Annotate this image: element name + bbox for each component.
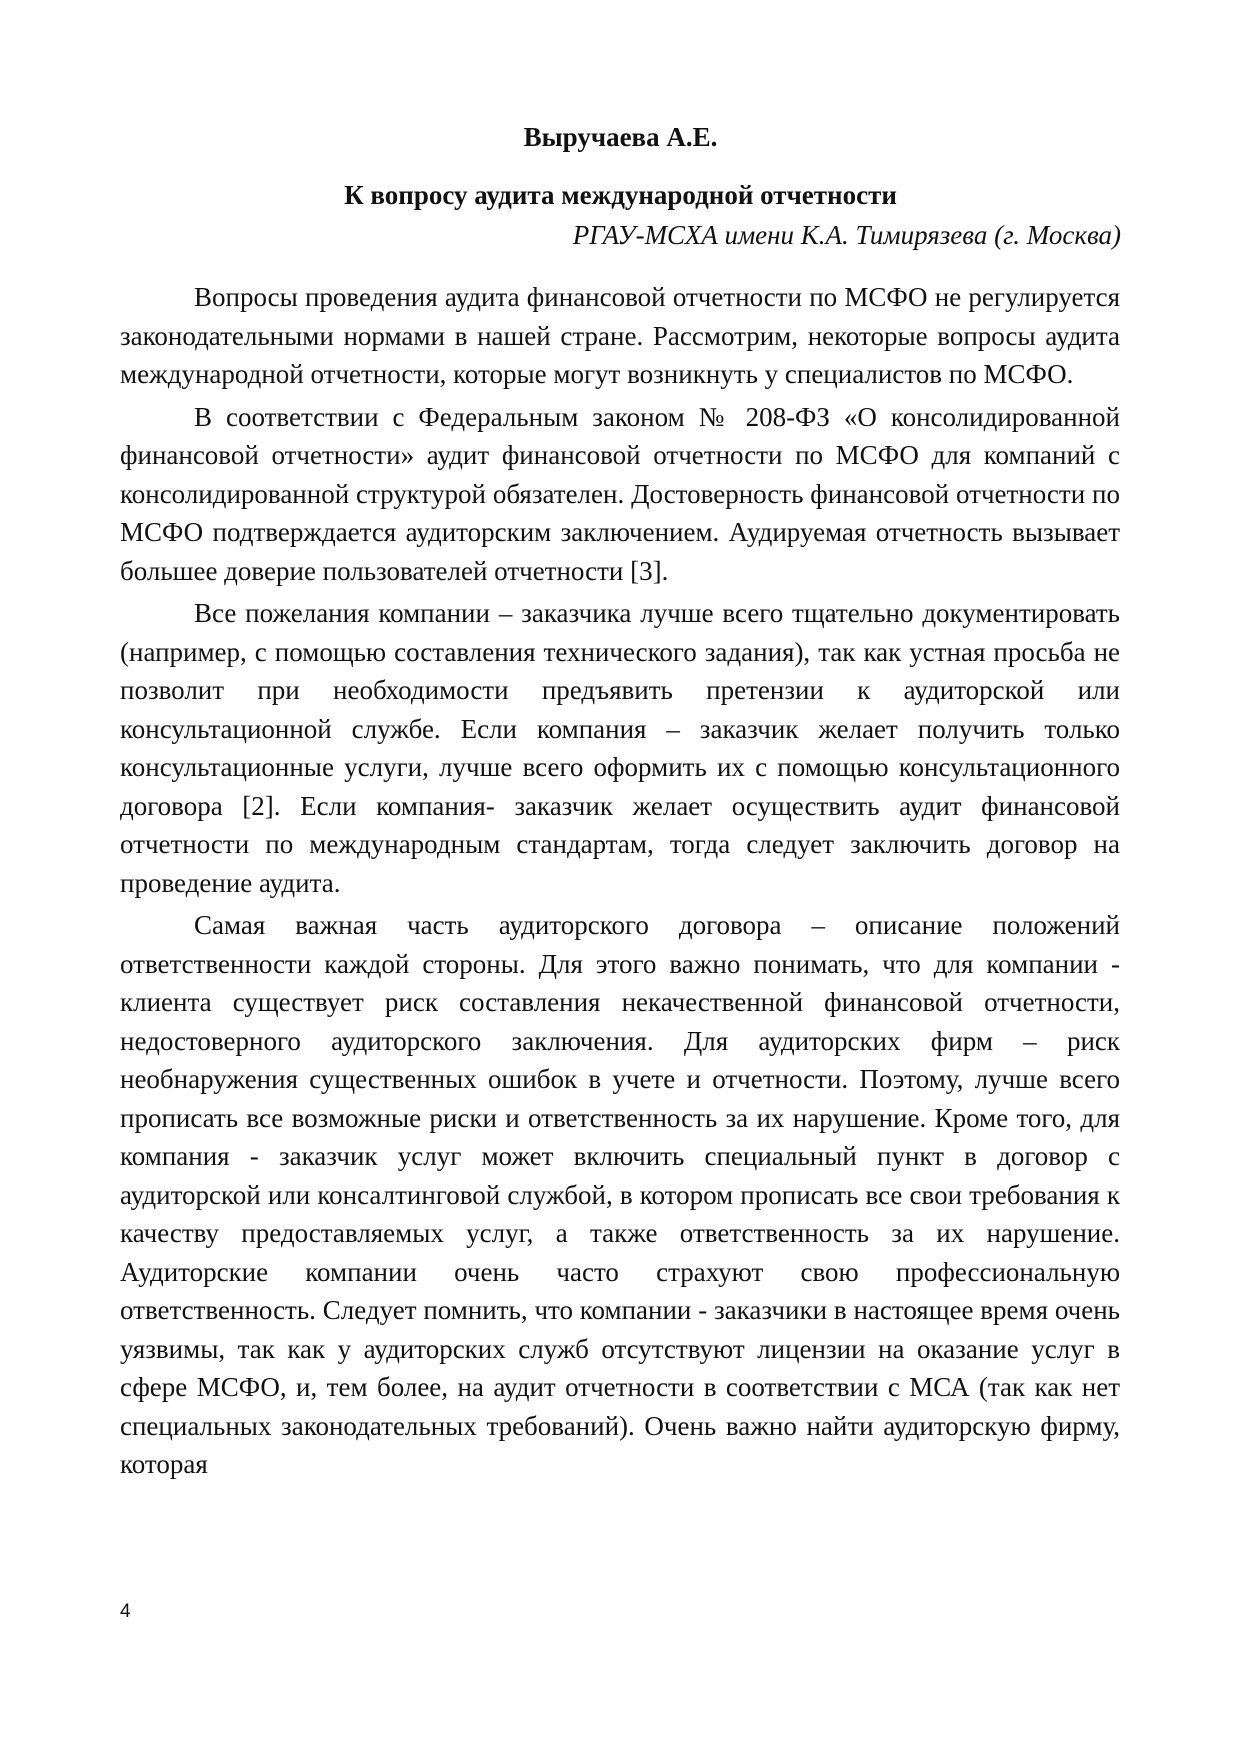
author-name: Выручаева А.Е.	[523, 122, 718, 152]
article-body	[120, 278, 1120, 1488]
paragraph-3: Все пожелания компании – заказчика лучше всего тщательно документировать (например, с помощью составления технического задания), так как устная просьба не позволит при необходимости предъявить претензии к аудиторской или консультационной службе. Если компания – заказчик желает получить только консультационные услуги, лучше всего оформить их с помощью консультационного договора [2]. Если компания- заказчик желает осуществить аудит финансовой отчетности по международным стандартам, тогда следует заключить договор на проведение аудита.	[120, 598, 1120, 898]
paragraph-2: В соответствии с Федеральным законом № 208-ФЗ «О консолидированной финансовой отчетности» аудит финансовой отчетности по МСФО для компаний с консолидированной структурой обязателен. Достоверность финансовой отчетности по МСФО подтверждается аудиторским заключением. Аудируемая отчетность вызывает большее доверие пользователей отчетности [3].	[120, 401, 1120, 586]
paragraph-1: Вопросы проведения аудита финансовой отчетности по МСФО не регулируется законодательными нормами в нашей стране. Рассмотрим, некоторые вопросы аудита международной отчетности, которые могут возникнуть у специалистов по МСФО.	[120, 282, 1120, 389]
article-title: К вопросу аудита международной отчетности	[344, 180, 897, 210]
affiliation: РГАУ-МСХА имени К.А. Тимирязева (г. Москва)	[572, 220, 1121, 250]
paragraph-4: Самая важная часть аудиторского договора – описание положений ответственности каждой стороны. Для этого важно понимать, что для компании - клиента существует риск составления некачественной финансовой отчетности, недостоверного аудиторского заключения. Для аудиторских фирм – риск необнаружения существенных ошибок в учете и отчетности. Поэтому, лучше всего прописать все возможные риски и ответственность за их нарушение. Кроме того, для компания - заказчик услуг может включить специальный пункт в договор с аудиторской или консалтинговой службой, в котором прописать все свои требования к качеству предоставляемых услуг, а также ответственность за их нарушение. Аудиторские компании очень часто страхуют свою профессиональную ответственность. Следует помнить, что компании - заказчики в настоящее время очень уязвимы, так как у аудиторских служб отсутствуют лицензии на оказание услуг в сфере МСФО, и, тем более, на аудит отчетности в соответствии с МСА (так как нет специальных законодательных требований). Очень важно найти аудиторскую фирму, которая	[120, 910, 1120, 1479]
page-number: 4	[120, 1601, 131, 1622]
